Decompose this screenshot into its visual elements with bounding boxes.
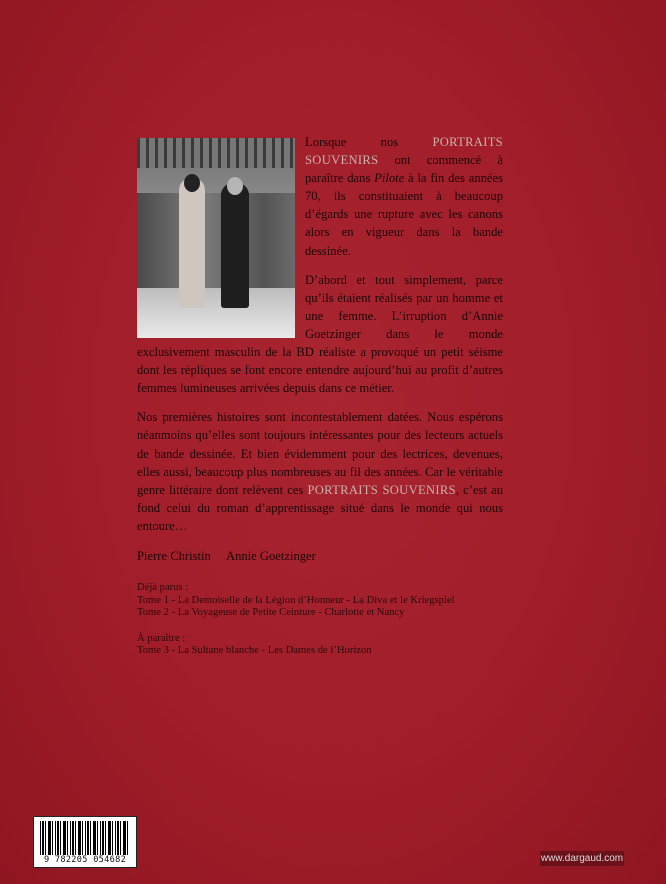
series-title: PORTRAITS SOUVENIRS xyxy=(307,482,456,497)
series-title: PORTRAITS SOUVENIRS xyxy=(305,135,503,168)
volume-item: Tome 2 - La Voyageuse de Petite Ceinture - Charlotte et Nancy xyxy=(137,607,405,619)
volume-item: Tome 1 - La Demoiselle de la Légion d’Honneur - La Diva et le Kriegspiel xyxy=(137,594,455,606)
barcode-bars xyxy=(40,821,130,855)
photo-roof xyxy=(137,138,295,168)
barcode-number: 9 782205 054682 xyxy=(43,855,127,865)
already-published-heading: Déjà parus : xyxy=(137,582,189,593)
signatures xyxy=(137,547,503,565)
photo-wall xyxy=(137,193,295,288)
paragraph-3: Nos premières histoires sont incontestablement datées. Nous espérons néanmoins qu’elles sont toujours intéressantes pour des lecteurs actuels de bande dessinée. Et bien évidemment pour des lectrices, devenues, elles aussi, beaucoup plus nombreuses au fil des années. Car le véritable genre littéraire dont relèvent ces PORTRAITS SOUVENIRS, c’est au fond celui du roman d’apprentissage situé dans le monde qui nous entoure… xyxy=(137,410,504,533)
barcode xyxy=(33,816,137,868)
photo-man xyxy=(221,183,249,308)
paragraph-1: Lorsque nos PORTRAITS SOUVENIRS ont commencé à paraître dans Pilote à la fin des années 70, ils constituaient à beaucoup d’égards une rupture avec les canons alors en vigueur dans la bande dessinée. xyxy=(305,135,503,258)
forthcoming-heading: À paraître : xyxy=(137,632,186,644)
volume-item: Tome 3 - La Sultane blanche - Les Dames de l’Horizon xyxy=(137,645,372,657)
artist-name: Annie Goetzinger xyxy=(225,548,316,563)
series-list xyxy=(137,582,557,658)
magazine-name: Pilote xyxy=(374,171,405,186)
paragraph-2: D’abord et tout simplement, parce qu’ils étaient réalisés par un homme et une femme. L’irruption d’Annie Goetzinger dans le monde exclusivement masculin de la BD réaliste a provoqué un petit séisme dont les répliques se font encore entendre aujourd’hui au profit d’autres femmes lumineuses arrivées depuis dans ce métier. xyxy=(137,272,503,396)
publisher-url: www.dargaud.com xyxy=(540,853,624,864)
author-photo xyxy=(137,138,295,338)
author-name: Pierre Christin xyxy=(137,548,211,563)
photo-platform xyxy=(137,288,295,338)
blurb xyxy=(137,133,503,565)
photo-woman xyxy=(179,178,205,308)
